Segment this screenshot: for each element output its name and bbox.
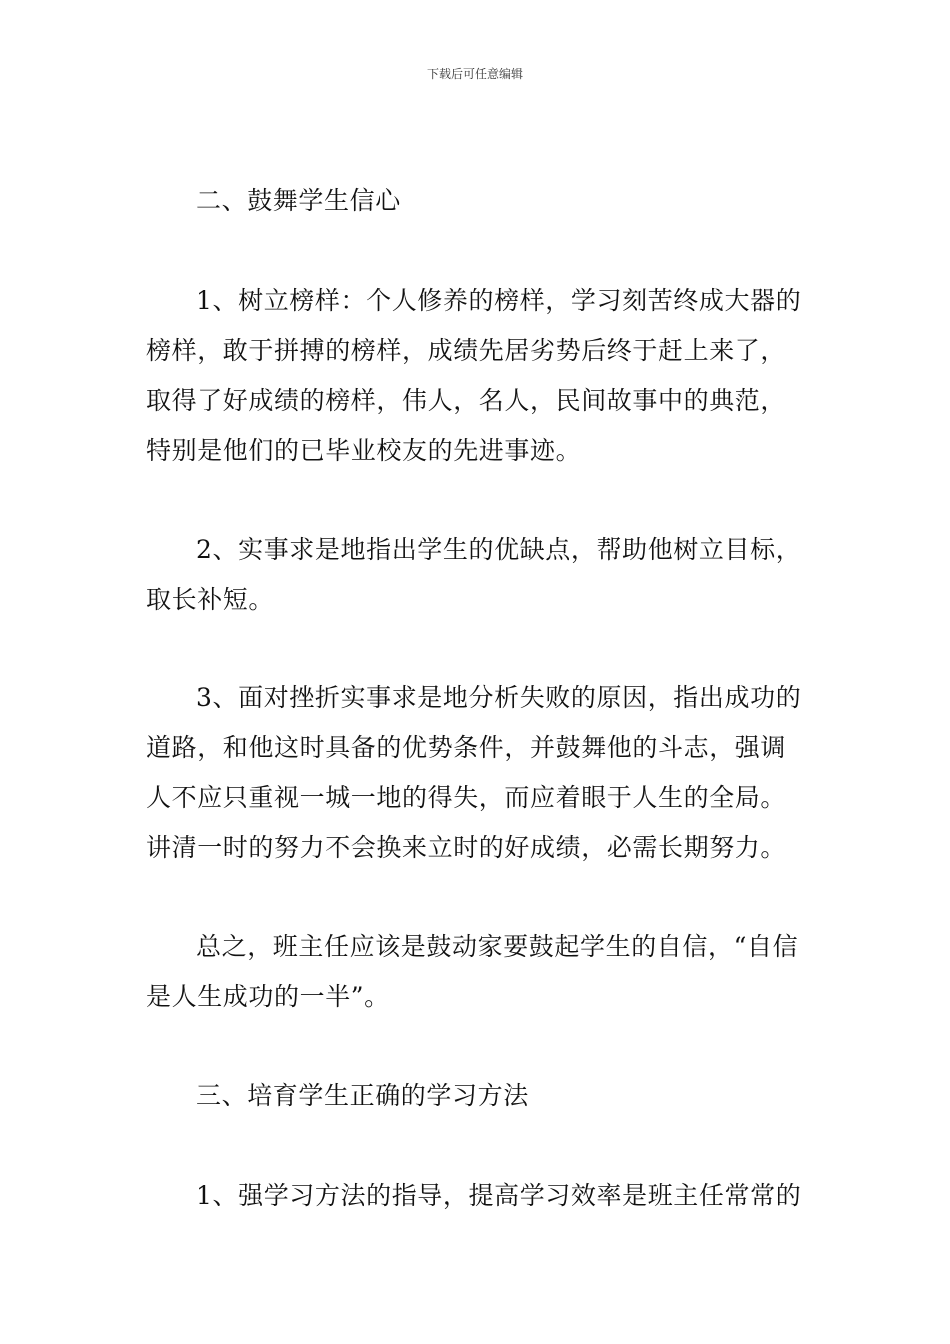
page-header-note: 下载后可任意编辑 [426,67,523,81]
section-heading-study-methods: 三、培育学生正确的学习方法 [196,1081,529,1110]
section-heading-encourage-confidence: 二、鼓舞学生信心 [196,186,401,215]
paragraph-summary-confidence: 总之，班主任应该是鼓动家要鼓起学生的自信，“自信是人生成功的一半”。 [146,932,799,1011]
paragraph-role-models: 1、树立榜样：个人修养的榜样，学习刻苦终成大器的榜样，敢于拼搏的榜样，成绩先居劣势后终于赶上来了，取得了好成绩的榜样，伟人，名人，民间故事中的典范，特别是他们的已毕业校友的先进事迹。 [146,286,802,465]
paragraph-strengths-weaknesses: 2、实事求是地指出学生的优缺点，帮助他树立目标，取长补短。 [146,535,802,614]
paragraph-method-guidance: 1、强学习方法的指导，提高学习效率是班主任常常的 [196,1181,802,1210]
paragraph-facing-setbacks: 3、面对挫折实事求是地分析失败的原因，指出成功的道路，和他这时具备的优势条件，并鼓舞他的斗志，强调人不应只重视一城一地的得失，而应着眼于人生的全局。讲清一时的努力不会换来立时的好成绩，必需长期努力。 [146,683,802,862]
